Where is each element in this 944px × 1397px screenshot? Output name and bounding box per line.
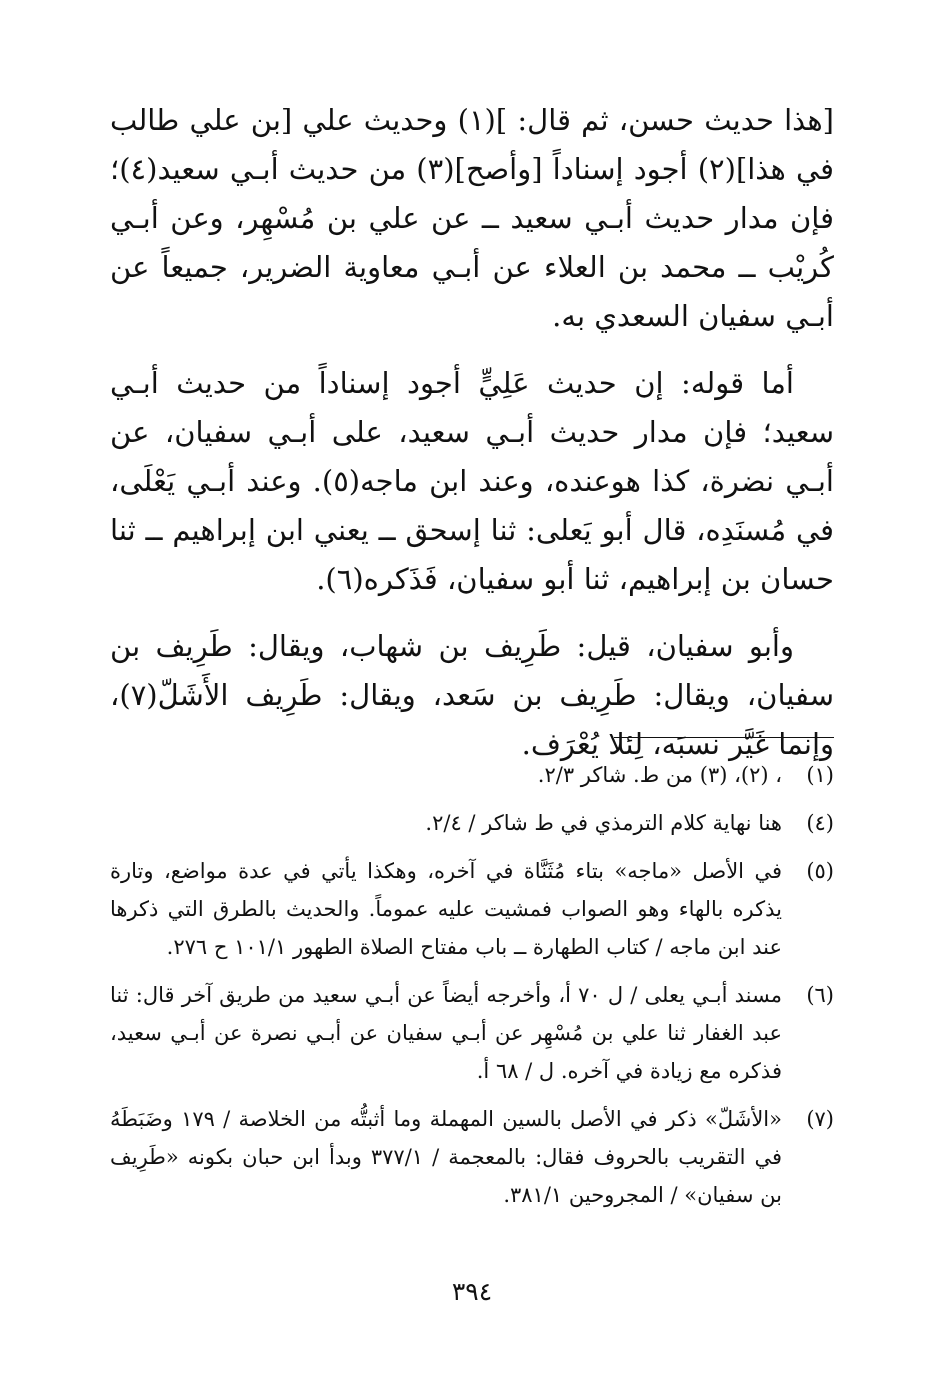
footnote-4 (110, 804, 834, 842)
footnote-number: (٥) (806, 859, 834, 883)
footnote-7 (110, 1100, 834, 1214)
paragraph-1: [هذا حديث حسن، ثم قال: ](١) وحديث علي [بن علي طالب في هذا](٢) أجود إسناداً [وأصح](٣) من حديث أبـي سعيد(٤)؛ فإن مدار حديث أبـي سعيد ــ عن علي بن مُسْهِر، وعن أبـي كُريْب ــ محمد بن العلاء عن أبـي معاوية الضرير، جميعاً عن أبـي سفيان السعدي به. (110, 103, 835, 333)
page-number: ٣٩٤ (451, 1277, 493, 1306)
footnote-number: (١) (806, 763, 834, 787)
footnotes (110, 756, 834, 1224)
footnote-1 (110, 756, 834, 794)
footnote-separator (614, 737, 834, 738)
footnote-text: ، (٢)، (٣) من ط. شاكر ٢/٣. (537, 763, 782, 787)
footnote-6 (110, 976, 834, 1090)
paragraph-3: وأبو سفيان، قيل: طَرِيف بن شهاب، ويقال: طَرِيف بن سفيان، ويقال: طَرِيف بن سَعد، ويقال: طَرِيف الأَشَلّ(٧)، وإنما غَيَّر نسبَه، لِئلا يُعْرَف. (110, 629, 834, 761)
footnote-text: مسند أبـي يعلى / ل ٧٠ أ، وأخرجه أيضاً عن أبـي سعيد من طريق آخر قال: ثنا عبد الغفار ثنا علي بن مُسْهِر عن أبـي سفيان عن أبـي نصرة عن أبـي سعيد، فذكره مع زيادة في آخره. ل / ٦٨ أ. (110, 983, 782, 1083)
footnote-number: (٦) (806, 983, 834, 1007)
main-text (110, 96, 834, 787)
footnote-number: (٤) (806, 811, 834, 835)
footnote-text: «الأشَلّ» ذكر في الأصل بالسين المهملة وما أثبتُّه من الخلاصة / ١٧٩ وضَبَطَهُ في التقريب بالحروف فقال: بالمعجمة / ٣٧٧/١ وبدأ ابن حبان بكونه «طَرِيف بن سفيان» / المجروحين ٣٨١/١. (110, 1107, 783, 1207)
body-text (110, 96, 834, 769)
footnote-text: في الأصل «ماجه» بتاء مُثَنَّاة في آخره، وهكذا يأتي في عدة مواضع، وتارة يذكره بالهاء وهو الصواب فمشيت عليه عموماً. والحديث بالطرق التي ذكرها عند ابن ماجه / كتاب الطهارة ــ باب مفتاح الصلاة الطهور ١٠١/١ ح ٢٧٦. (110, 859, 782, 959)
footnote-number: (٧) (806, 1107, 834, 1131)
footnote-text: هنا نهاية كلام الترمذي في ط شاكر / ٢/٤. (425, 811, 782, 835)
paragraph-2: أما قوله: إن حديث عَلِيٍّ أجود إسناداً من حديث أبـي سعيد؛ فإن مدار حديث أبـي سعيد، على أبـي سفيان، عن أبـي نضرة، كذا هوعنده، وعند ابن ماجه(٥). وعند أبـي يَعْلَى، في مُسنَدِه، قال أبو يَعلى: ثنا إسحق ــ يعني ابن إبراهيم ــ ثنا حسان بن إبراهيم، ثنا أبو سفيان، فَذَكره(٦). (110, 366, 834, 596)
footnote-5 (110, 852, 834, 966)
